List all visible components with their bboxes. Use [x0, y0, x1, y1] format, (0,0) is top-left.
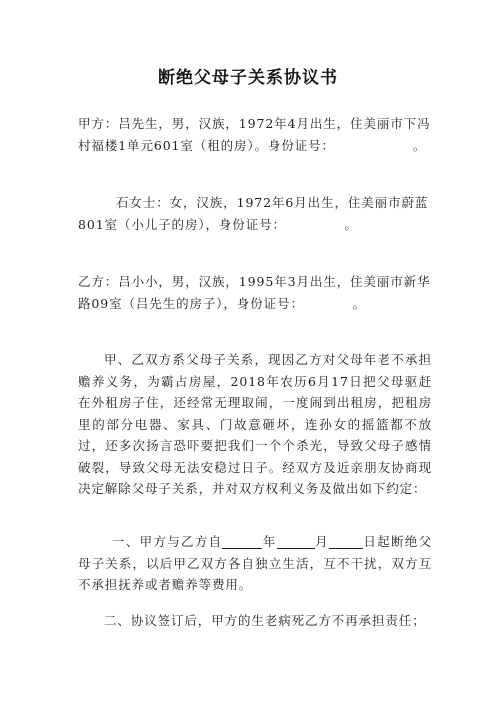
party-b-paragraph: [78, 271, 432, 314]
party-a-husband-paragraph: [78, 113, 432, 156]
party-b-line-2: 路09室（吕先生的房子），身份证号： 。: [78, 295, 366, 311]
day-blank: [329, 535, 363, 549]
month-blank: [277, 535, 315, 549]
party-a-wife-line-2: 801室（小儿子的房），身份证号： 。: [78, 216, 358, 232]
party-b-line-1: 乙方：吕小小，男，汉族，1995年3月出生，住美丽市新华: [78, 274, 431, 289]
year-blank: [222, 535, 262, 549]
clause-1-paragraph: [78, 531, 432, 596]
party-a-husband-line-1: 甲方：吕先生，男，汉族，1972年4月出生，住美丽市下冯: [78, 116, 431, 131]
party-a-wife-line-1: 石女士：女，汉族，1972年6月出生，住美丽市蔚蓝: [116, 195, 429, 210]
clause-2-paragraph: 二、协议签订后，甲方的生老病死乙方不再承担责任；: [104, 613, 426, 628]
clause-1-lead: 一、甲方与乙方自: [112, 534, 223, 549]
document-title: 断绝父母子关系协议书: [158, 68, 338, 88]
clause-1-rest: 日起断绝父母子关系，以后甲乙双方各自独立生活，互不干扰，双方互不承担抚养或者赡养等费用。: [78, 534, 433, 592]
preamble-paragraph: 甲、乙双方系父母子关系，现因乙方对父母年老不承担赡养义务，为霸占房屋，2018年农历6月17日把父母驱赶在外租房子住，还经常无理取闹，一度闹到出租房，把租房里的部分电器、家具、门故意砸坏，连孙女的摇篮都不放过，还多次扬言恐吓要把我们一个个杀光，导致父母子感情破裂，导致父母无法安稳过日子。经双方及近亲朋友协商现决定解除父母子关系，并对双方权利义务及做出如下约定：: [78, 352, 432, 496]
clause-1-month-unit: 月: [314, 534, 329, 549]
party-a-husband-line-2: 村福楼1单元601室（租的房）。身份证号： 。: [78, 137, 427, 153]
party-a-wife-paragraph: [78, 192, 432, 235]
clause-1-year-unit: 年: [262, 534, 277, 549]
